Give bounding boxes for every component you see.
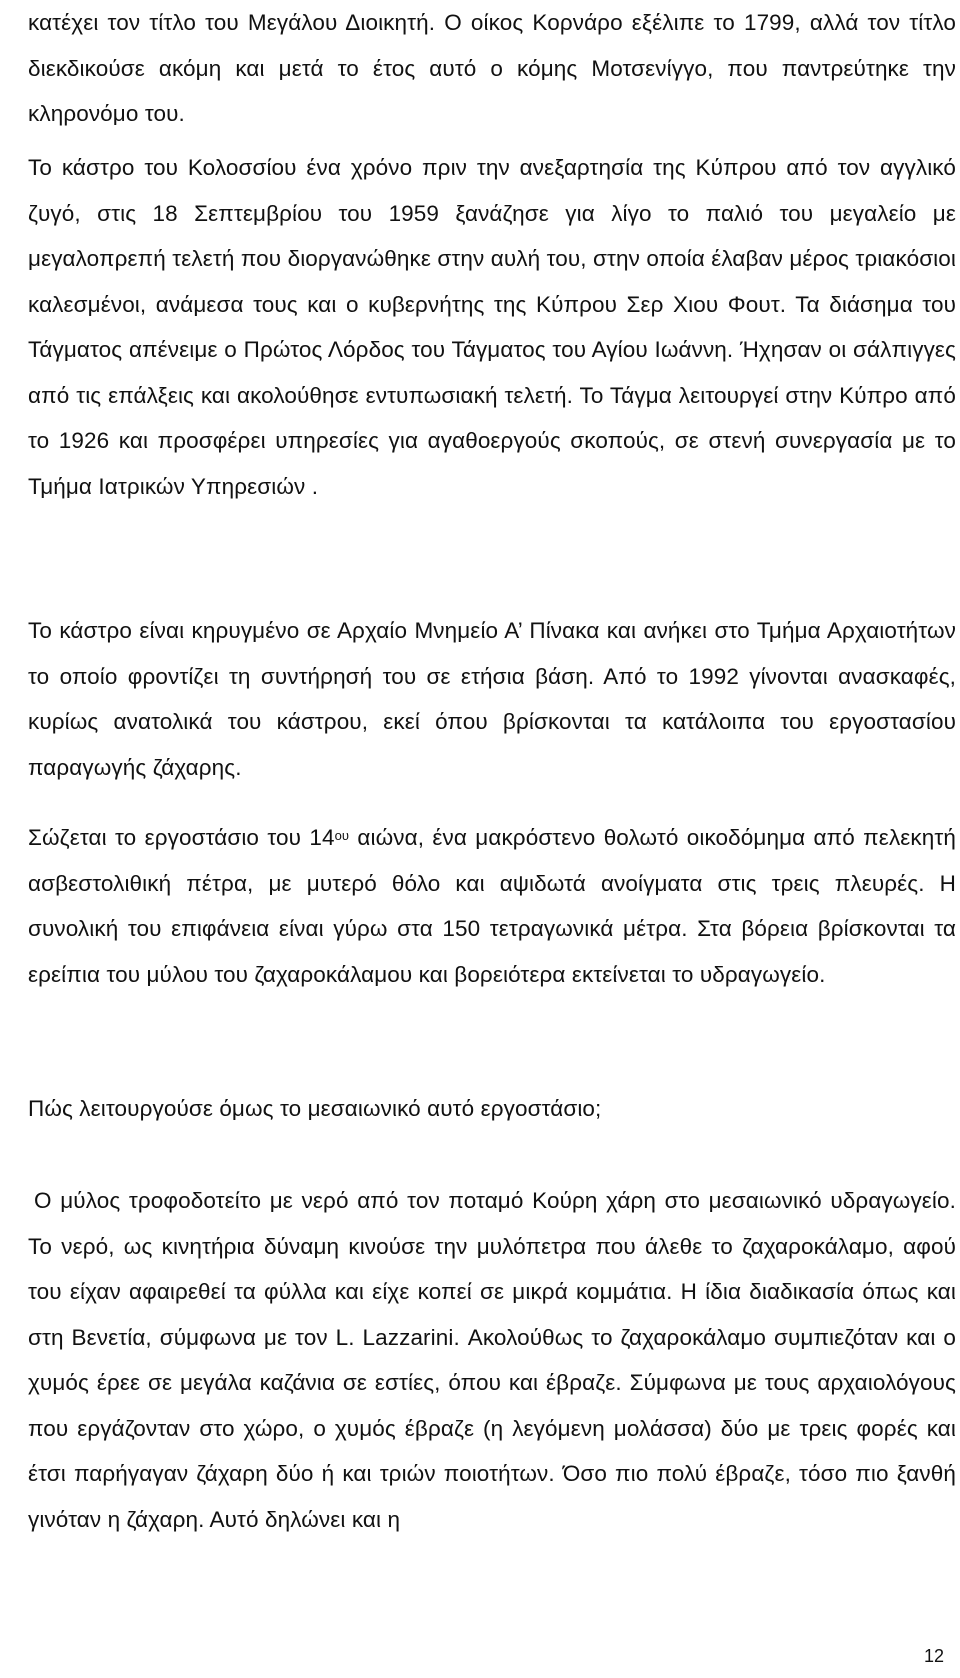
paragraph-text xyxy=(28,1178,956,1542)
paragraph-question xyxy=(28,1086,956,1132)
paragraph-body: Ο μύλος τροφοδοτείτο με νερό από τον ποταμό Κούρη χάρη στο μεσαιωνικό υδραγωγείο. Το νερό, ως κινητήρια δύναμη κινούσε την μυλόπετρα που άλεθε το ζαχαροκάλαμο, αφού του είχαν αφαιρεθεί τα φύλλα και είχε κοπεί σε μικρά κομμάτια. Η ίδια διαδικασία όπως και στη Βενετία, σύμφωνα με τον L. Lazzarini. Ακολούθως το ζαχαροκάλαμο συμπιεζόταν και ο χυμός έρεε σε μεγάλα καζάνια σε εστίες, όπου και έβραζε. Σύμφωνα με τους αρχαιολόγους που εργάζονταν στο χώρο, ο χυμός έβραζε (η λεγόμενη μολάσσα) δύο με τρεις φορές και έτσι παρήγαγαν ζάχαρη δύο ή και τριών ποιοτήτων. Όσο πιο πολύ έβραζε, τόσο πιο ξανθή γινόταν η ζάχαρη. Αυτό δηλώνει και η xyxy=(28,1188,956,1532)
paragraph-text: Το κάστρο του Κολοσσίου ένα χρόνο πριν την ανεξαρτησία της Κύπρου από τον αγγλικό ζυγό, στις 18 Σεπτεμβρίου του 1959 ξανάζησε για λίγο το παλιό του μεγαλείο με μεγαλοπρεπή τελετή που διοργανώθηκε στην αυλή του, στην οποία έλαβαν μέρος τριακόσιοι καλεσμένοι, ανάμεσα τους και ο κυβερνήτης της Κύπρου Σερ Χιου Φουτ. Τα διάσημα του Τάγματος απένειμε ο Πρώτος Λόρδος του Τάγματος του Αγίου Ιωάννη. Ήχησαν οι σάλπιγγες από τις επάλξεις και ακολούθησε εντυπωσιακή τελετή. Το Τάγμα λειτουργεί στην Κύπρο από το 1926 και προσφέρει υπηρεσίες για αγαθοεργούς σκοπούς, σε στενή συνεργασία με το Τμήμα Ιατρικών Υπηρεσιών . xyxy=(28,155,956,499)
paragraph-text: κατέχει τον τίτλο του Μεγάλου Διοικητή. Ο οίκος Κορνάρο εξέλιπε το 1799, αλλά τον τίτλο διεκδικούσε ακόμη και μετά το έτος αυτό ο κόμης Μοτσενίγγο, που παντρεύτηκε την κληρονόμο του. xyxy=(28,10,956,126)
paragraph-ceremony xyxy=(28,145,956,509)
paragraph-continuation xyxy=(28,0,956,137)
paragraph-text: Πώς λειτουργούσε όμως το μεσαιωνικό αυτό εργοστάσιο; xyxy=(28,1096,602,1121)
paragraph-text-end: αιώνα, ένα μακρόστενο θολωτό οικοδόμημα από πελεκητή ασβεστολιθική πέτρα, με μυτερό θόλο και αψιδωτά ανοίγματα στις τρεις πλευρές. Η συνολική του επιφάνεια είναι γύρω στα 150 τετραγωνικά μέτρα. Στα βόρεια βρίσκονται τα ερείπια του μύλου του ζαχαροκάλαμου και βορειότερα εκτείνεται το υδραγωγείο. xyxy=(28,825,956,987)
paragraph-text: Το κάστρο είναι κηρυγμένο σε Αρχαίο Μνημείο Α’ Πίνακα και ανήκει στο Τμήμα Αρχαιοτήτων το οποίο φροντίζει τη συντήρησή του σε ετήσια βάση. Από το 1992 γίνονται ανασκαφές, κυρίως ανατολικά του κάστρου, εκεί όπου βρίσκονται τα κατάλοιπα του εργοστασίου παραγωγής ζάχαρης. xyxy=(28,618,956,780)
paragraph-mill-operation xyxy=(28,1178,956,1542)
paragraph-text xyxy=(28,815,956,997)
paragraph-factory-description xyxy=(28,815,956,997)
ordinal-superscript: ου xyxy=(334,828,350,843)
paragraph-text-start: Σώζεται το εργοστάσιο του 14 xyxy=(28,825,335,850)
paragraph-monument-status xyxy=(28,608,956,790)
page-number: 12 xyxy=(923,1646,944,1666)
